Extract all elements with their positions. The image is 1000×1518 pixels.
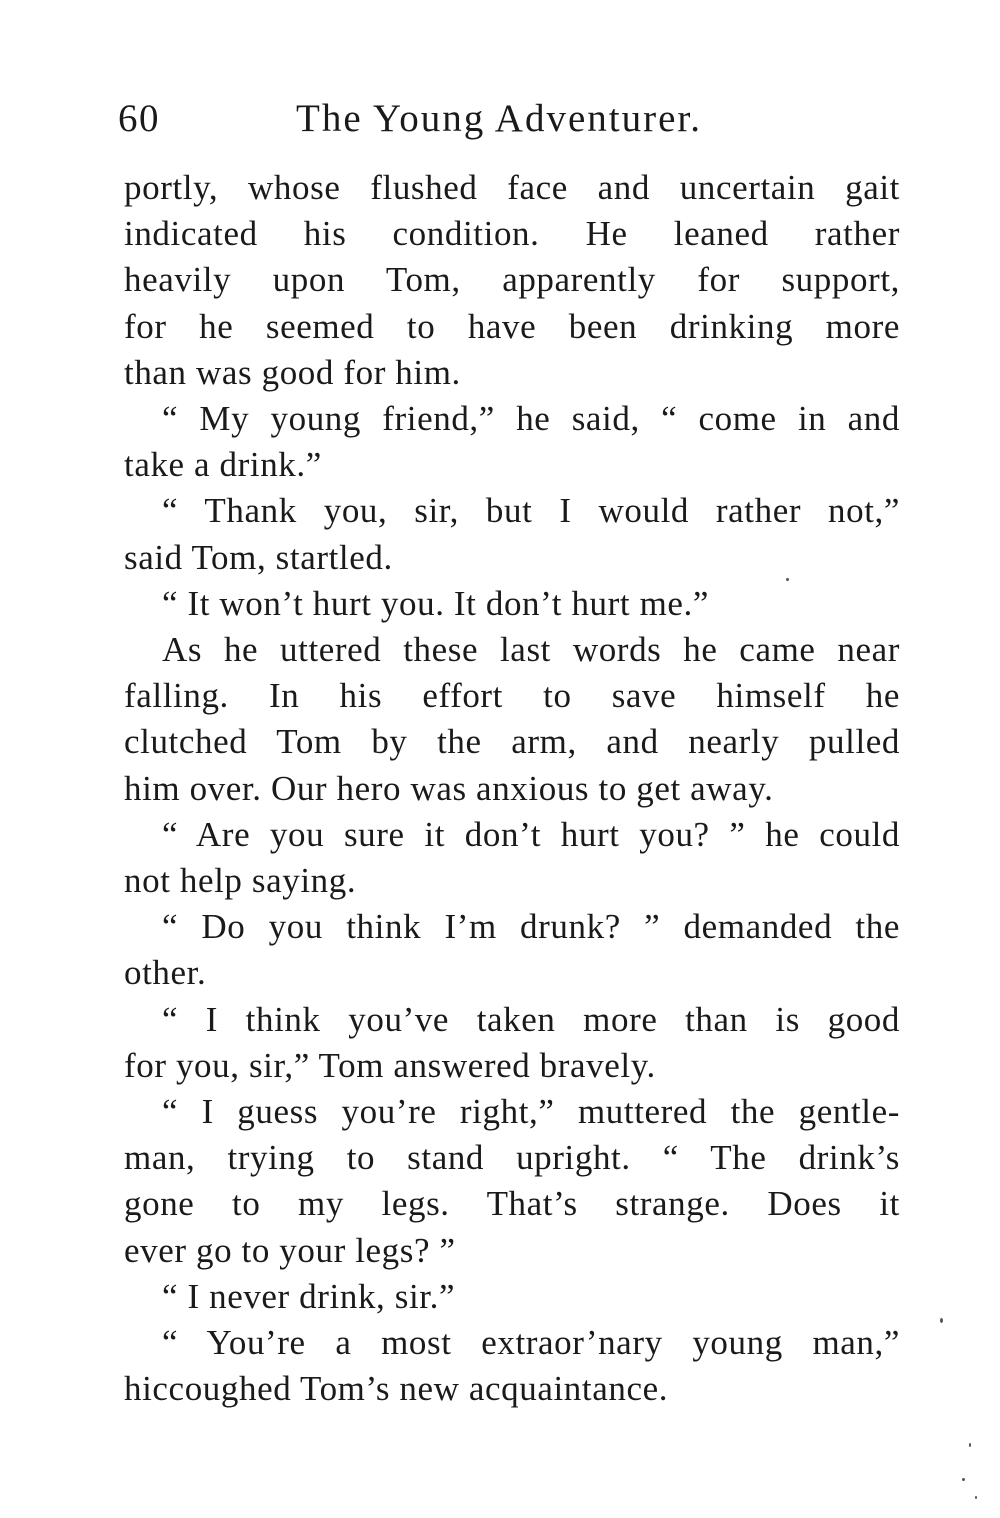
text-line: “ I think you’ve taken more than is good bbox=[162, 999, 900, 1039]
body-text bbox=[124, 165, 900, 1412]
print-speck bbox=[962, 1478, 965, 1481]
text-line: said Tom, startled. bbox=[124, 537, 393, 577]
text-line: him over. Our hero was anxious to get away. bbox=[124, 768, 774, 808]
print-speck bbox=[969, 1443, 971, 1447]
text-line: “ I never drink, sir.” bbox=[162, 1276, 456, 1316]
text-line: hiccoughed Tom’s new acquaintance. bbox=[124, 1369, 669, 1409]
text-line: not help saying. bbox=[124, 861, 357, 901]
text-line: “ You’re a most extraor’nary young man,” bbox=[162, 1323, 900, 1363]
text-line: ever go to your legs? ” bbox=[124, 1230, 456, 1270]
text-line: portly, whose flushed face and uncertain gait bbox=[124, 168, 900, 207]
print-speck bbox=[975, 1496, 977, 1499]
text-line: heavily upon Tom, apparently for support, bbox=[124, 260, 900, 300]
running-head bbox=[118, 96, 908, 156]
page-number: 60 bbox=[118, 97, 160, 140]
text-line: gone to my legs. That’s strange. Does it bbox=[124, 1184, 900, 1224]
text-line: for he seemed to have been drinking more bbox=[124, 306, 900, 346]
text-line: other. bbox=[124, 953, 207, 993]
print-speck bbox=[940, 1318, 943, 1323]
text-line: “ My young friend,” he said, “ come in and bbox=[162, 399, 900, 439]
text-line: take a drink.” bbox=[124, 445, 322, 485]
text-line: clutched Tom by the arm, and nearly pulled bbox=[124, 722, 900, 762]
text-line: falling. In his effort to save himself he bbox=[124, 676, 900, 716]
text-line: “ Are you sure it don’t hurt you? ” he could bbox=[162, 814, 900, 854]
book-title: The Young Adventurer. bbox=[296, 97, 702, 140]
text-line: for you, sir,” Tom answered bravely. bbox=[124, 1045, 656, 1085]
text-line: As he uttered these last words he came near bbox=[162, 630, 900, 670]
text-line: man, trying to stand upright. “ The drink’s bbox=[124, 1138, 900, 1178]
text-line: than was good for him. bbox=[124, 352, 461, 392]
text-line: “ I guess you’re right,” muttered the gentle- bbox=[162, 1092, 900, 1132]
text-line: indicated his condition. He leaned rather bbox=[124, 214, 900, 254]
print-speck bbox=[786, 578, 789, 581]
text-line: “ Thank you, sir, but I would rather not,” bbox=[162, 491, 900, 531]
text-line: “ It won’t hurt you. It don’t hurt me.” bbox=[162, 583, 710, 623]
text-line: “ Do you think I’m drunk? ” demanded the bbox=[162, 907, 900, 947]
